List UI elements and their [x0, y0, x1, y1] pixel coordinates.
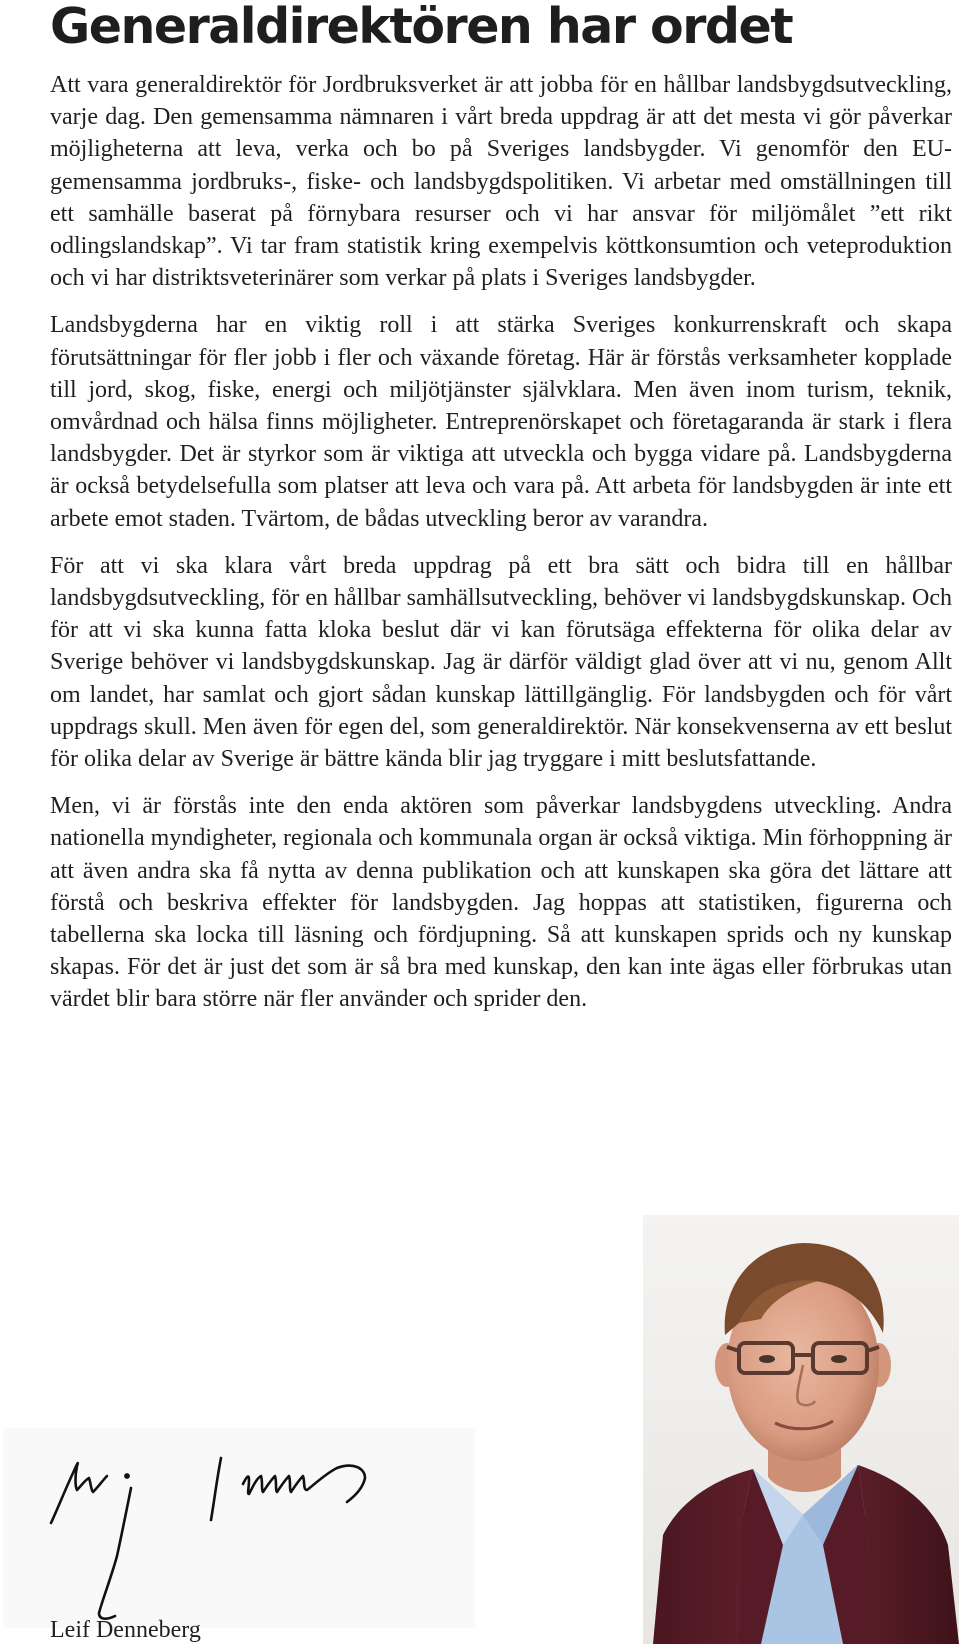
article-body [50, 69, 952, 1031]
paragraph: För att vi ska klara vårt breda uppdrag på ett bra sätt och bidra till en hållbar landsbygdsutveckling, för en hållbar samhällsutveckling, behöver vi landsbygdskunskap. Och för att vi ska kunna fatta kloka beslut där vi kan förutsäga effekterna för olika delar av Sverige behöver vi landsbygdskunskap. Jag är därför väldigt glad över att vi nu, genom Allt om landet, har samlat och gjort sådan kunskap lättillgänglig. För landsbygden och för vårt uppdrags skull. Men även för egen del, som generaldirektör. När konsekvenserna av ett beslut för olika delar av Sverige är bättre kända blir jag tryggare i mitt beslutsfattande. [50, 552, 952, 773]
paragraph: Att vara generaldirektör för Jordbruksverket är att jobba för en hållbar landsbygdsutveckling, varje dag. Den gemensamma nämnaren i vårt breda uppdrag är att det mesta vi gör påverkar möjligheterna att leva, verka och bo på Sveriges landsbygder. Vi genomför den EU-gemensamma jordbruks-, fiske- och landsbygdspolitiken. Vi arbetar med omställningen till ett samhälle baserat på förnybara resurser och vi har ansvar för miljömålet ”ett rikt odlingslandskap”. Vi tar fram statistik kring exempelvis köttkonsumtion och veteproduktion och vi har distriktsveterinärer som verkar på plats i Sveriges landsbygder. [50, 72, 952, 292]
handwritten-signature [3, 1428, 475, 1628]
paragraph: Men, vi är förstås inte den enda aktören som påverkar landsbygdens utveckling. Andra nationella myndigheter, regionala och kommunala organ är också viktiga. Min förhoppning är att även andra ska få nytta av denna publikation och att kunskapen ska göra det lättare att förstå och beskriva effekter för landsbygden. Jag hoppas att statistiken, figurerna och tabellerna ska locka till läsning och fördjupning. Så att kunskapen sprids och ny kunskap skapas. För det är just det som är så bra med kunskap, den kan inte ägas eller förbrukas utan värdet blir bara större när fler använder och sprider den. [50, 793, 952, 1013]
page-title: Generaldirektören har ordet [50, 0, 793, 55]
signer-name: Leif Denneberg [50, 1617, 201, 1643]
paragraph: Landsbygderna har en viktig roll i att stärka Sveriges konkurrenskraft och skapa förutsättningar för fler jobb i fler och växande företag. Här är förstås verksamheter kopplade till jord, skog, fiske, energi och miljötjänster självklara. Men även inom turism, teknik, omvårdnad och hälsa finns möjligheter. Entreprenörskapet och företagaranda är stark i flera landsbygder. Det är styrkor som är viktiga att utveckla och bygga vidare på. Landsbygderna är också betydelsefulla som platser att leva och vara på. Att arbeta för landsbygden är inte ett arbete emot staden. Tvärtom, de bådas utveckling beror av varandra. [50, 312, 952, 532]
portrait-photo [643, 1215, 959, 1644]
